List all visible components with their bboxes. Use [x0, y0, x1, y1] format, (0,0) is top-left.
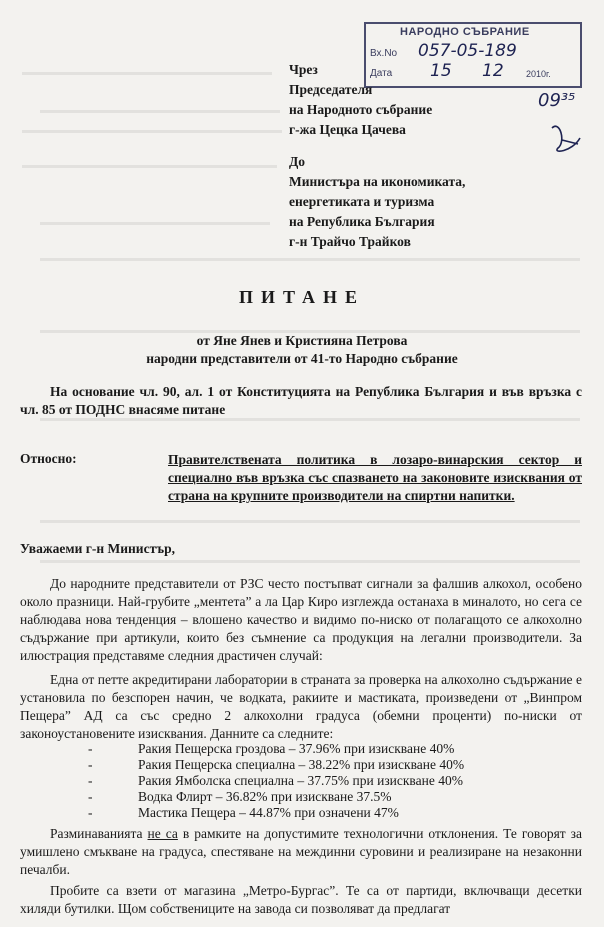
list-item: - Ракия Ямболска специална – 37.75% при изискване 40%	[88, 773, 463, 788]
list-item-text: Ракия Пещерска специална – 38.22% при изискване 40%	[138, 757, 465, 772]
paragraph-3-prefix: Разминаванията	[50, 826, 148, 841]
addressee-line: на Република България	[289, 214, 435, 229]
addressee-line: До	[289, 154, 306, 169]
bleed-through	[40, 222, 270, 225]
addressee-minister	[289, 152, 465, 252]
paragraph-4: Пробите са взети от магазина „Метро-Бургас”. Те са от партиди, включващи десетки хиляди бутилки. Щом собствениците на завода си позволяват да предлагат	[20, 883, 582, 916]
representatives-line: народни представители от 41-то Народно събрание	[146, 351, 458, 366]
paragraph-2: Една от петте акредитирани лаборатории в страната за проверка на алкохолно съдържание е установила по безспорен начин, че водката, ракиите и мастиката, произведени от „Винпром Пещера” АД са със средно 2 алкохолни градуса (обемни проценти) по-ниски от законоустановените изисквания. Данните са следните:	[20, 672, 582, 741]
bleed-through	[40, 560, 580, 563]
list-item: - Ракия Пещерска гроздова – 37.96% при изискване 40%	[88, 741, 455, 756]
stamp-title: НАРОДНО СЪБРАНИЕ	[400, 26, 530, 38]
list-item: - Водка Флирт – 36.82% при изискване 37.5%	[88, 789, 392, 804]
list-item-text: Водка Флирт – 36.82% при изискване 37.5%	[138, 789, 392, 804]
list-item-text: Мастика Пещера – 44.87% при означени 47%	[138, 805, 399, 820]
addressee-line: г-н Трайчо Трайков	[289, 234, 411, 249]
addressee-line: Министъра на икономиката,	[289, 174, 466, 189]
list-item: - Ракия Пещерска специална – 38.22% при изискване 40%	[88, 757, 465, 772]
paragraph-1: До народните представители от РЗС често постъпват сигнали за фалшив алкохол, особено около празници. Най-грубите „ментета” а ла Цар Киро изглежда останаха в миналото, но сега се наблюдава нова тенденция – влошено качество и видимо по-ниско от полагащото се алкохолно съдържание при артикули, които без съмнение са продукция на легални производители. За илюстрация представяме следния драстичен случай:	[20, 576, 582, 663]
salutation: Уважаеми г-н Министър,	[20, 541, 175, 556]
stamp-date-day: 15	[430, 61, 452, 81]
bleed-through	[22, 72, 272, 75]
list-item: - Мастика Пещера – 44.87% при означени 47%	[88, 805, 399, 820]
addressee-line: Чрез	[289, 62, 318, 77]
stamp-reg-number: 057-05-189	[418, 41, 517, 61]
bleed-through	[40, 520, 580, 523]
paragraph-3	[20, 825, 582, 879]
paragraph-3-emphasis: не са	[147, 826, 178, 841]
legal-basis: На основание чл. 90, ал. 1 от Конституцията на Република България и във връзка с чл. 85 от ПОДНС внасяме питане	[20, 384, 582, 417]
stamp-date-label: Дата	[370, 68, 393, 79]
paragraph-3-rest: в рамките на допустимите технологични отклонения. Те говорят за умишлено смъкване на градуса, спестяване на междинни суровини и реализиране на незаконни печалби.	[20, 826, 583, 877]
list-item-text: Ракия Пещерска гроздова – 37.96% при изискване 40%	[138, 741, 455, 756]
stamp-date-month: 12	[482, 61, 504, 81]
subject-text: Правителствената политика в лозаро-винарския сектор и специално във връзка със спазването на законовите изисквания от страна на крупните производители на спиртни напитки.	[168, 452, 582, 503]
stamp-reg-label: Вх.No	[370, 48, 398, 59]
addressee-line: на Народното събрание	[289, 102, 433, 117]
list-item-text: Ракия Ямболска специална – 37.75% при изискване 40%	[138, 773, 463, 788]
bleed-through	[40, 258, 580, 261]
document-title: ПИТАНЕ	[238, 287, 366, 307]
signature-mark	[548, 118, 584, 158]
bleed-through	[22, 130, 282, 133]
addressee-line: енергетиката и туризма	[289, 194, 435, 209]
addressee-chair	[289, 60, 432, 140]
handwritten-time: 09³⁵	[538, 90, 576, 111]
bleed-through	[22, 165, 277, 168]
subject-label: Относно:	[20, 451, 77, 466]
addressee-line: Председателя	[289, 82, 373, 97]
addressee-line: г-жа Цецка Цачева	[289, 122, 406, 137]
authors-line: от Яне Янев и Кристияна Петрова	[196, 333, 408, 348]
bleed-through	[40, 110, 280, 113]
stamp-date-year: 2010г.	[526, 69, 551, 79]
